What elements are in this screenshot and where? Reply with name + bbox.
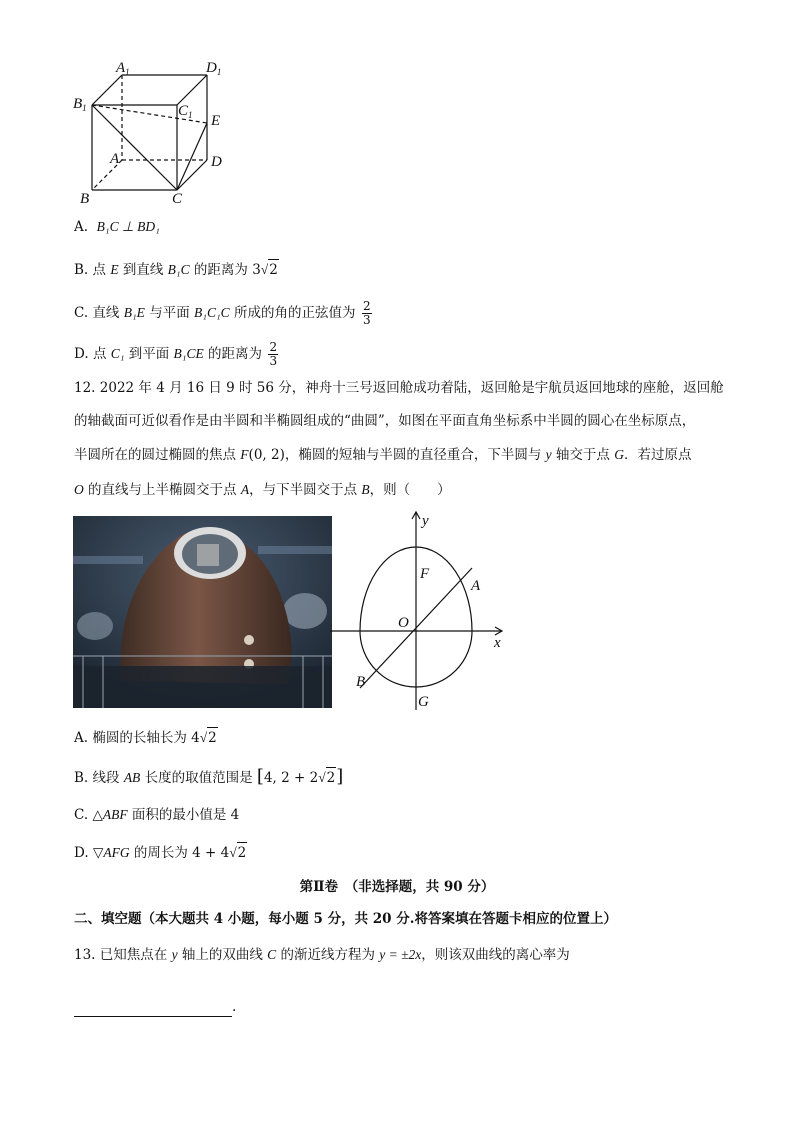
math-coef: 3	[252, 262, 261, 278]
math-coef: 4	[191, 730, 200, 746]
math-equation: y = ±2x	[379, 947, 422, 962]
fraction	[268, 341, 278, 368]
q12-option-d	[74, 842, 247, 863]
math-value: 4 + 4	[192, 845, 230, 861]
option-text: 到平面	[124, 346, 174, 362]
label-c: C	[172, 191, 183, 207]
math-var: C	[267, 947, 277, 962]
math-line: B₁C	[167, 262, 190, 277]
label-b: B	[80, 191, 90, 207]
math-segment: AB	[123, 770, 141, 785]
option-text: 点	[92, 346, 111, 362]
option-text: 直线	[92, 305, 124, 321]
math-var: O	[74, 482, 84, 497]
triangle-symbol: △	[92, 807, 103, 823]
edge-dc	[177, 160, 207, 190]
q12-option-b	[74, 767, 343, 788]
sqrt-expression: √ 2	[318, 767, 336, 788]
math-plane: B₁CE	[173, 346, 204, 361]
radicand: 2	[237, 842, 248, 863]
stem-text: ，与下半圆交于点	[249, 482, 362, 498]
period: .	[232, 999, 237, 1015]
label-e: E	[211, 113, 221, 129]
stem-text: 轴上的双曲线	[177, 947, 268, 963]
option-text: 与平面	[144, 305, 195, 321]
label-a: A	[110, 151, 120, 167]
stem-text: 的直线与上半椭圆交于点	[83, 482, 241, 498]
option-letter: B.	[74, 262, 89, 278]
option-text: 长度的取值范围是	[140, 770, 257, 786]
label-x-axis: x	[494, 635, 501, 651]
label-a: A	[471, 578, 481, 594]
option-text: 椭圆的长轴长为	[92, 730, 192, 746]
numerator: 2	[362, 299, 371, 313]
option-expression: B₁C ⊥ BD₁	[96, 219, 160, 234]
answer-line[interactable]	[74, 1016, 232, 1017]
math-range: 4, 2 + 2	[263, 770, 319, 786]
label-d1: $D_1$	[206, 60, 222, 77]
q11-option-b	[74, 259, 279, 280]
label-f: F	[420, 566, 430, 582]
option-letter: A.	[74, 730, 89, 746]
option-text: 的距离为	[189, 262, 253, 278]
triangle-symbol: ▽	[92, 845, 104, 861]
math-plane: B₁C₁C	[194, 305, 230, 320]
q11-option-c	[74, 300, 374, 327]
math-var: G	[614, 447, 624, 462]
denominator: 3	[269, 354, 278, 368]
label-y-axis: y	[422, 513, 429, 529]
left-bracket: [	[256, 766, 264, 787]
sqrt-expression: √ 2	[200, 727, 218, 748]
math-var: B	[361, 482, 370, 497]
option-letter: D.	[74, 346, 89, 362]
section-heading: 二、填空题（本大题共 4 小题，每小题 5 分，共 20 分.将答案填在答题卡相应的位置上）	[74, 911, 617, 927]
stem-text: ，则该双曲线的离心率为	[421, 947, 570, 963]
label-d: D	[211, 154, 222, 170]
line-ce	[177, 123, 207, 190]
label-b1: $B_1$	[73, 96, 87, 113]
cube-figure	[70, 55, 250, 210]
option-letter: D.	[74, 845, 89, 861]
math-point: C₁	[110, 346, 125, 361]
sqrt-expression: √ 2	[229, 842, 247, 863]
radicand: 2	[268, 259, 279, 280]
numerator: 2	[269, 340, 278, 354]
option-text: 线段	[92, 770, 124, 786]
math-triangle: AFG	[103, 845, 130, 860]
option-text: 面积的最小值是 4	[127, 807, 240, 823]
label-g: G	[418, 694, 429, 710]
q12-line-2: 的轴截面可近似看作是由半圆和半椭圆组成的“曲圆”，如图在平面直角坐标系中半圆的圆心在坐标原点，	[74, 413, 696, 429]
math-triangle: ABF	[102, 807, 128, 822]
label-b: B	[356, 674, 366, 690]
radicand: 2	[326, 767, 337, 788]
option-text: 到直线	[118, 262, 168, 278]
q12-option-c	[74, 805, 239, 825]
capsule-illustration	[73, 516, 332, 708]
sqrt-expression: √ 2	[261, 259, 279, 280]
label-c1: $C_1$	[178, 103, 193, 120]
curved-circle-graph	[330, 510, 520, 710]
stem-text: 的渐近线方程为	[276, 947, 380, 963]
edge-b1a1	[92, 75, 122, 105]
math-var: y	[545, 447, 552, 462]
q12-line-3	[74, 445, 691, 465]
math-var: y	[171, 947, 178, 962]
option-letter: A.	[74, 219, 89, 235]
math-line: B₁E	[123, 305, 145, 320]
q12-line-1: 12. 2022 年 4 月 16 日 9 时 56 分，神舟十三号返回舱成功着陆，返回舱是宇航员返回地球的座舱，返回舱	[74, 380, 724, 396]
capsule-photo	[73, 516, 332, 708]
denominator: 3	[362, 313, 371, 327]
q12-option-a	[74, 727, 218, 748]
stem-text: ．若过原点	[623, 447, 692, 463]
edge-d1c1	[177, 75, 207, 105]
option-letter: B.	[74, 770, 89, 786]
option-text: 点	[92, 262, 111, 278]
option-text: 的距离为	[203, 346, 267, 362]
option-text: 的周长为	[129, 845, 193, 861]
stem-text: ，则（ ）	[369, 482, 451, 498]
math-var: A	[240, 482, 250, 497]
q13-stem	[74, 945, 570, 965]
stem-text: ，椭圆的短轴与半圆的直径重合，下半圆与	[284, 447, 546, 463]
stem-text: 轴交于点	[551, 447, 615, 463]
radicand: 2	[207, 727, 218, 748]
option-letter: C.	[74, 305, 89, 321]
right-bracket: ]	[336, 766, 344, 787]
label-o: O	[398, 615, 409, 631]
label-a1: $A_1$	[116, 60, 130, 77]
q12-line-4	[74, 480, 451, 500]
q11-option-d	[74, 341, 280, 368]
math-var: E	[110, 262, 119, 277]
stem-text: 13. 已知焦点在	[74, 947, 172, 963]
fraction	[362, 300, 372, 327]
q11-option-a	[74, 217, 160, 237]
section-title: 第Ⅱ卷 （非选择题，共 90 分）	[299, 879, 495, 895]
math-var: F	[240, 447, 249, 462]
q13-answer-blank[interactable]	[74, 997, 236, 1017]
math-coord: (0, 2)	[248, 447, 285, 463]
stem-text: 半圆所在的圆过椭圆的焦点	[74, 447, 241, 463]
option-letter: C.	[74, 807, 89, 823]
option-text: 所成的角的正弦值为	[229, 305, 360, 321]
